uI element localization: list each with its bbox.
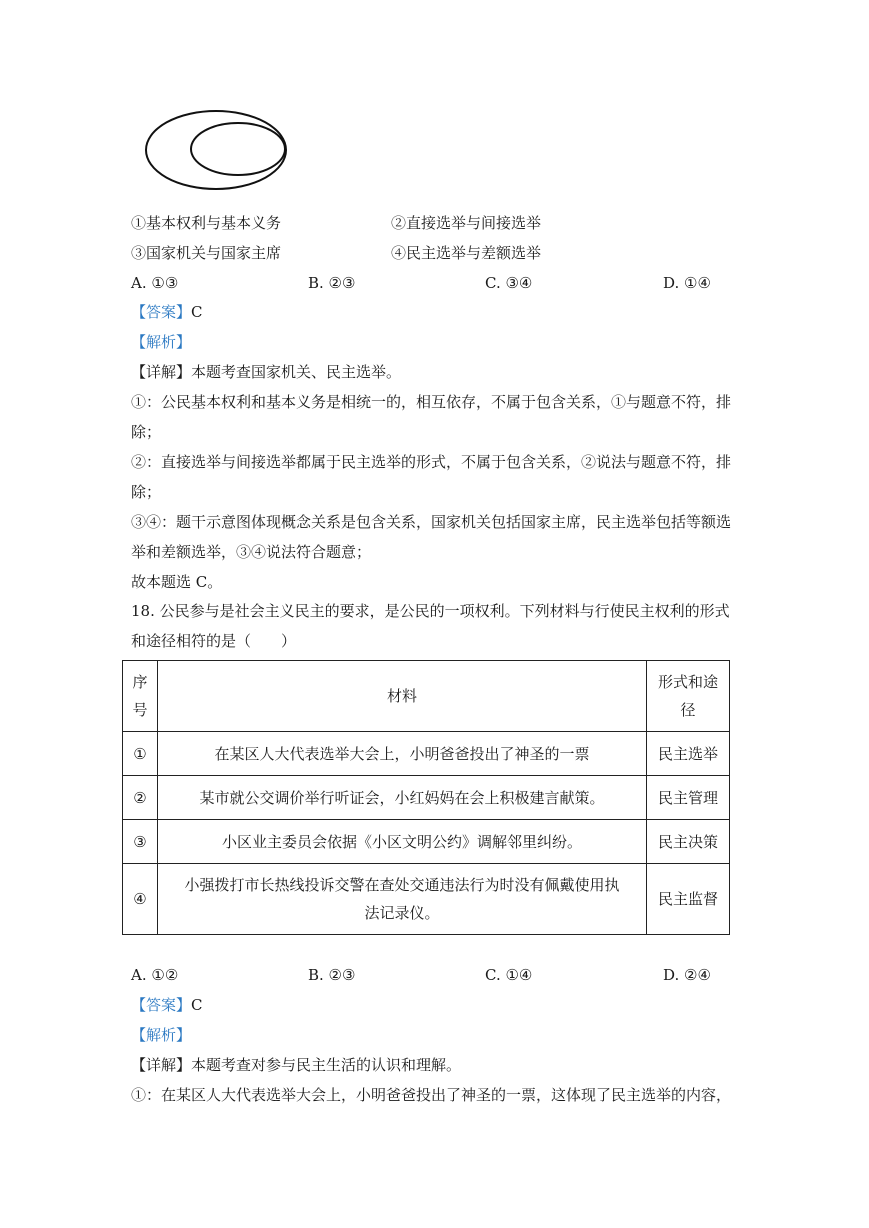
answer-tag: 【答案】 bbox=[131, 303, 192, 321]
q18-answer bbox=[131, 995, 203, 1015]
table-row bbox=[123, 864, 730, 935]
row-form: 民主选举 bbox=[647, 732, 730, 776]
q18-detail-intro bbox=[131, 1055, 461, 1075]
row-material-1: 小强拨打市长热线投诉交警在查处交通违法行为时没有佩戴使用执 bbox=[184, 876, 620, 894]
detail-intro-text: 本题考查国家机关、民主选举。 bbox=[191, 363, 402, 381]
q18-stem-line-2: 和途径相符的是（ ） bbox=[131, 632, 297, 650]
row-number: ④ bbox=[123, 864, 158, 935]
q17-item-2: ②直接选举与间接选举 bbox=[391, 214, 542, 232]
row-form: 民主决策 bbox=[647, 820, 730, 864]
row-material: 某市就公交调价举行听证会，小红妈妈在会上积极建言献策。 bbox=[158, 776, 647, 820]
q17-item-3: ③国家机关与国家主席 bbox=[131, 244, 282, 262]
table-row bbox=[123, 776, 730, 820]
answer-value: C bbox=[191, 303, 203, 321]
q18-choice-a: A. ①② bbox=[131, 966, 179, 984]
q17-detail-line-7: 故本题选 C。 bbox=[131, 573, 223, 591]
q18-detail-line-1: ①：在某区人大代表选举大会上，小明爸爸投出了神圣的一票，这体现了民主选举的内容， bbox=[131, 1086, 732, 1104]
row-material-2: 法记录仪。 bbox=[364, 904, 440, 922]
q17-detail-line-3: ②：直接选举与间接选举都属于民主选举的形式，不属于包含关系，②说法与题意不符，排 bbox=[131, 453, 732, 471]
q17-item-1: ①基本权利与基本义务 bbox=[131, 214, 282, 232]
inclusion-diagram bbox=[140, 110, 300, 196]
q17-detail-line-5: ③④：题干示意图体现概念关系是包含关系，国家机关包括国家主席，民主选举包括等额选 bbox=[131, 513, 732, 531]
header-form-1: 形式和途 bbox=[657, 673, 718, 691]
q17-detail-intro bbox=[131, 362, 401, 382]
header-form bbox=[647, 661, 730, 732]
q17-detail-line-1: ①：公民基本权利和基本义务是相统一的，相互依存，不属于包含关系，①与题意不符，排 bbox=[131, 393, 732, 411]
q18-choice-d: D. ②④ bbox=[663, 966, 711, 984]
detail-intro-text: 本题考查对参与民主生活的认识和理解。 bbox=[191, 1056, 462, 1074]
header-form-2: 径 bbox=[680, 701, 696, 719]
q18-analysis-tag: 【解析】 bbox=[131, 1026, 192, 1044]
row-material: 在某区人大代表选举大会上，小明爸爸投出了神圣的一票 bbox=[158, 732, 647, 776]
q17-detail-line-6: 举和差额选举，③④说法符合题意； bbox=[131, 543, 372, 561]
row-number: ② bbox=[123, 776, 158, 820]
q17-detail-line-2: 除； bbox=[131, 423, 162, 441]
outer-ellipse bbox=[146, 111, 286, 189]
header-number bbox=[123, 661, 158, 732]
detail-tag: 【详解】 bbox=[131, 1056, 192, 1074]
q17-choice-c: C. ③④ bbox=[485, 274, 533, 292]
row-material: 小区业主委员会依据《小区文明公约》调解邻里纠纷。 bbox=[158, 820, 647, 864]
row-number: ① bbox=[123, 732, 158, 776]
row-form: 民主监督 bbox=[647, 864, 730, 935]
row-material bbox=[158, 864, 647, 935]
q18-choice-c: C. ①④ bbox=[485, 966, 533, 984]
answer-value: C bbox=[191, 996, 203, 1014]
answer-tag: 【答案】 bbox=[131, 996, 192, 1014]
q17-analysis-tag: 【解析】 bbox=[131, 333, 192, 351]
q18-stem-line-1: 18. 公民参与是社会主义民主的要求，是公民的一项权利。下列材料与行使民主权利的形式 bbox=[131, 602, 730, 620]
table-row bbox=[123, 732, 730, 776]
detail-tag: 【详解】 bbox=[131, 363, 192, 381]
header-number-2: 号 bbox=[132, 701, 148, 719]
row-number: ③ bbox=[123, 820, 158, 864]
inner-ellipse bbox=[191, 123, 285, 175]
q18-choice-b: B. ②③ bbox=[308, 966, 356, 984]
q17-answer bbox=[131, 302, 203, 322]
row-form: 民主管理 bbox=[647, 776, 730, 820]
q18-table bbox=[122, 660, 730, 935]
q17-choice-b: B. ②③ bbox=[308, 274, 356, 292]
table-row bbox=[123, 820, 730, 864]
q17-choice-d: D. ①④ bbox=[663, 274, 711, 292]
header-number-1: 序 bbox=[132, 673, 148, 691]
q17-choice-a: A. ①③ bbox=[131, 274, 179, 292]
table-header-row bbox=[123, 661, 730, 732]
q17-detail-line-4: 除； bbox=[131, 483, 162, 501]
header-material: 材料 bbox=[158, 661, 647, 732]
q17-item-4: ④民主选举与差额选举 bbox=[391, 244, 542, 262]
